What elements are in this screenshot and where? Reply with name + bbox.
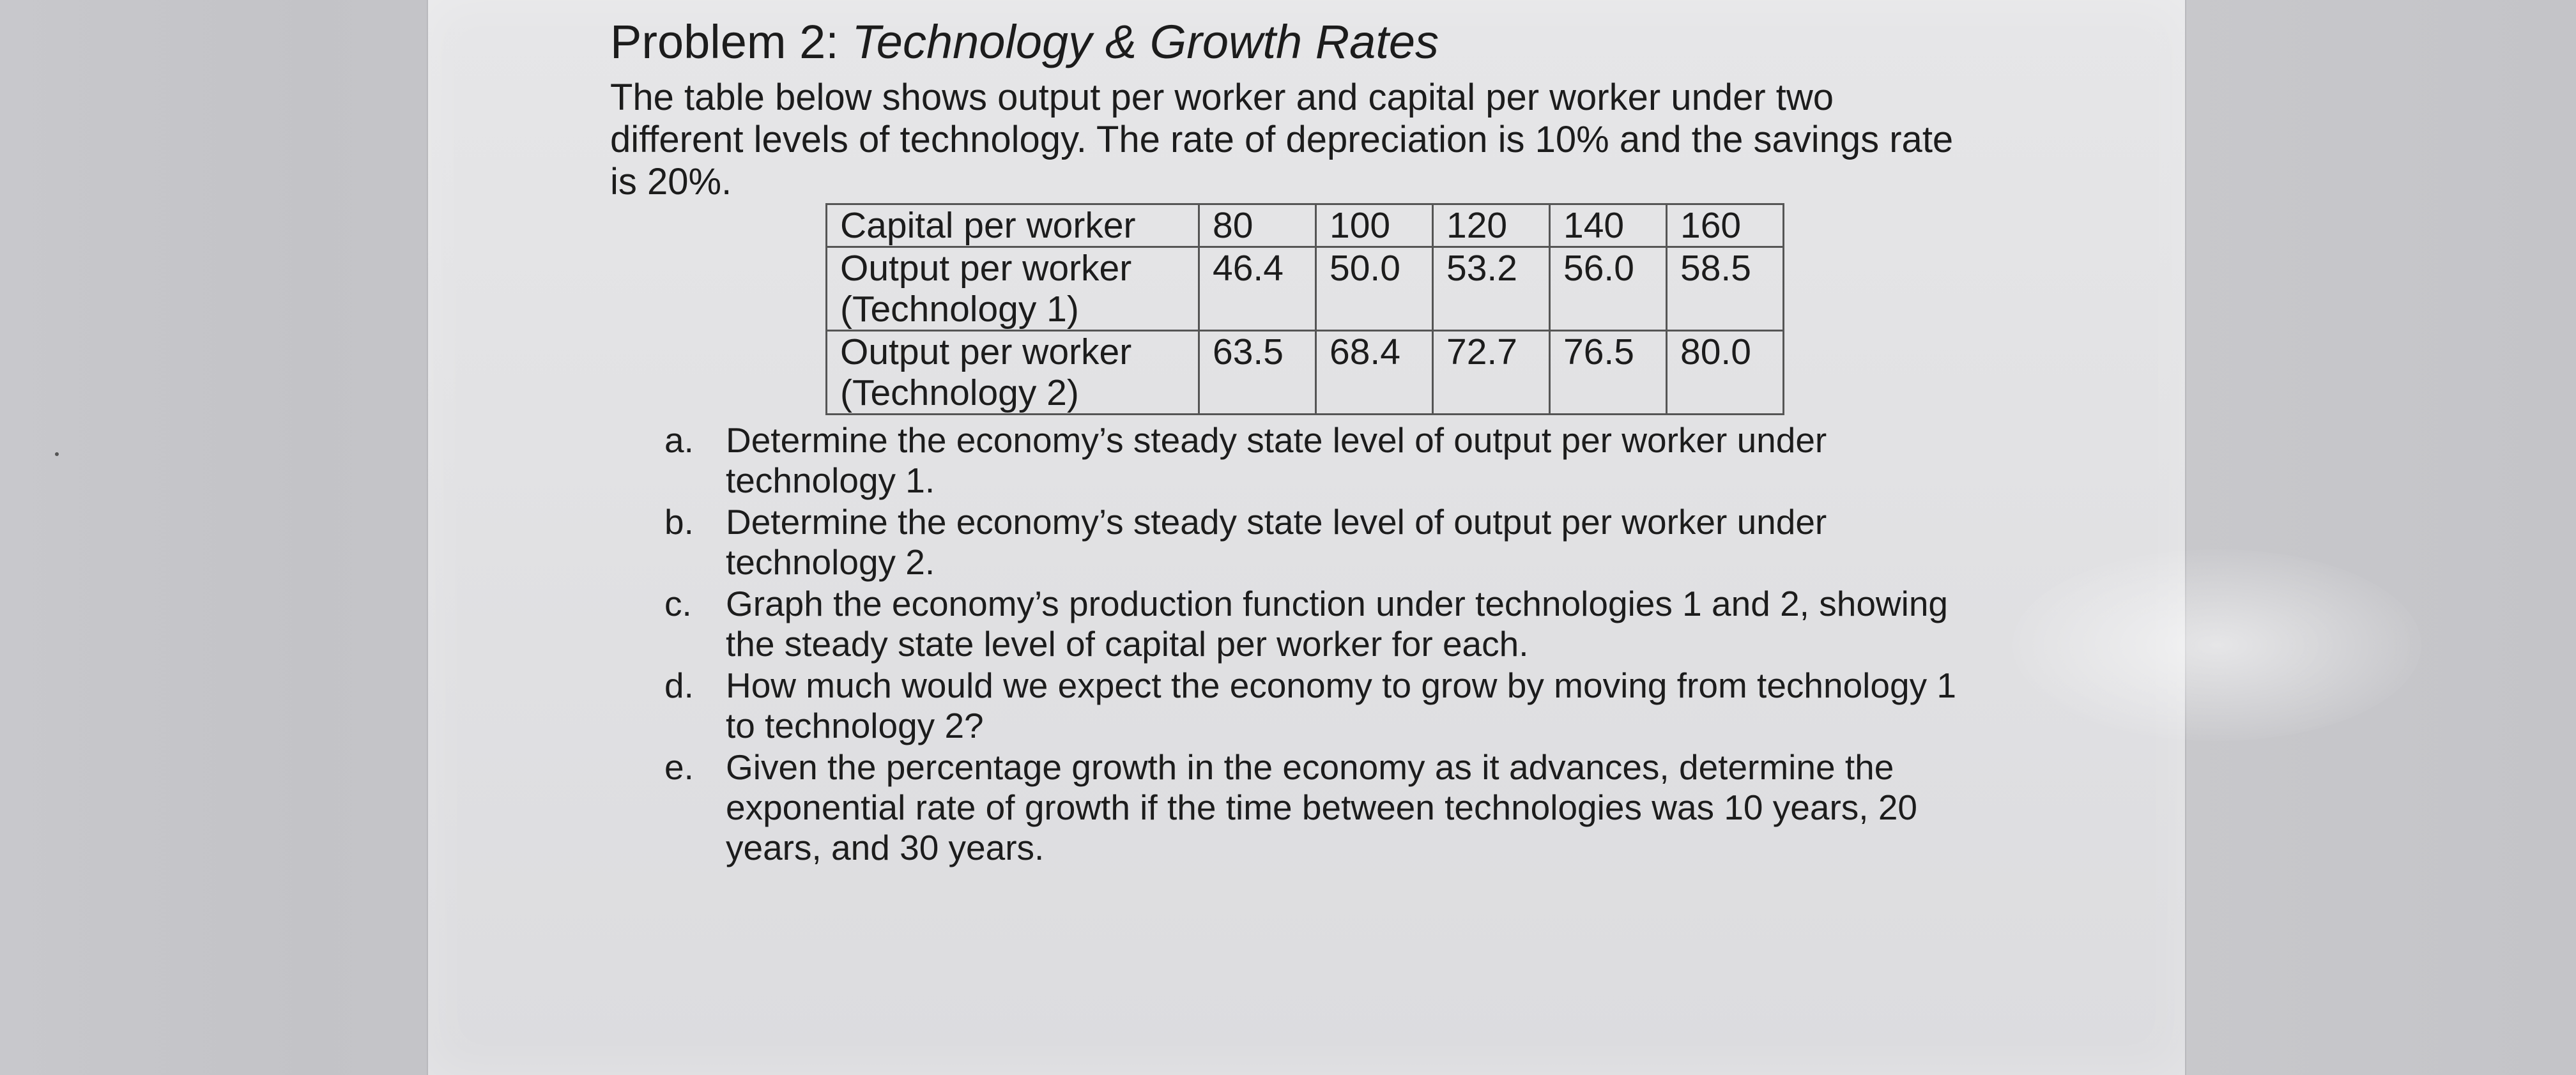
table-row-label: Capital per worker: [827, 204, 1199, 247]
problem-title: [610, 11, 2080, 73]
table-row: [827, 247, 1784, 331]
problem-title-prefix: Problem 2:: [610, 15, 839, 68]
list-item: [664, 747, 1968, 868]
question-marker: a.: [664, 420, 694, 460]
question-marker: d.: [664, 666, 694, 705]
question-marker: c.: [664, 584, 692, 623]
table-cell: 72.7: [1433, 331, 1550, 415]
table-cell: 68.4: [1316, 331, 1433, 415]
table-cell: 50.0: [1316, 247, 1433, 331]
question-text: Determine the economy’s steady state level of output per worker under technology 2.: [726, 502, 1827, 582]
table-cell: 76.5: [1550, 331, 1667, 415]
table-cell: 120: [1433, 204, 1550, 247]
question-text: How much would we expect the economy to grow by moving from technology 1 to technology 2?: [726, 666, 1956, 745]
document-content: [610, 11, 2080, 869]
table-cell: 56.0: [1550, 247, 1667, 331]
table-cell: 58.5: [1667, 247, 1784, 331]
question-marker: e.: [664, 747, 694, 787]
question-text: Determine the economy’s steady state level of output per worker under technology 1.: [726, 420, 1827, 500]
table-row: [827, 204, 1784, 247]
table-cell: 80: [1199, 204, 1316, 247]
list-item: [664, 502, 1968, 583]
table-cell: 100: [1316, 204, 1433, 247]
question-text: Graph the economy’s production function under technologies 1 and 2, showing the steady state level of capital per worker for each.: [726, 584, 1949, 664]
problem-intro: The table below shows output per worker and capital per worker under two different levels of technology. The rate of depreciation is 10% and the savings rate is 20%.: [610, 77, 1954, 202]
table-row-label: Output per worker (Technology 2): [827, 331, 1199, 415]
question-text: Given the percentage growth in the economy as it advances, determine the exponential rate of growth if the time between technologies was 10 years, 20 years, and 30 years.: [726, 747, 1918, 867]
question-marker: b.: [664, 502, 694, 542]
list-item: [664, 420, 1968, 501]
table-cell: 46.4: [1199, 247, 1316, 331]
question-list: [664, 420, 1968, 868]
table-row-label: Output per worker (Technology 1): [827, 247, 1199, 331]
data-table: [825, 203, 1784, 415]
list-item: [664, 584, 1968, 664]
list-item: [664, 666, 1968, 746]
table-cell: 140: [1550, 204, 1667, 247]
table-cell: 63.5: [1199, 331, 1316, 415]
table-cell: 53.2: [1433, 247, 1550, 331]
table-row: [827, 331, 1784, 415]
table-cell: 160: [1667, 204, 1784, 247]
screen-speck: [55, 452, 59, 456]
problem-title-subject: Technology & Growth Rates: [852, 15, 1439, 68]
table-cell: 80.0: [1667, 331, 1784, 415]
